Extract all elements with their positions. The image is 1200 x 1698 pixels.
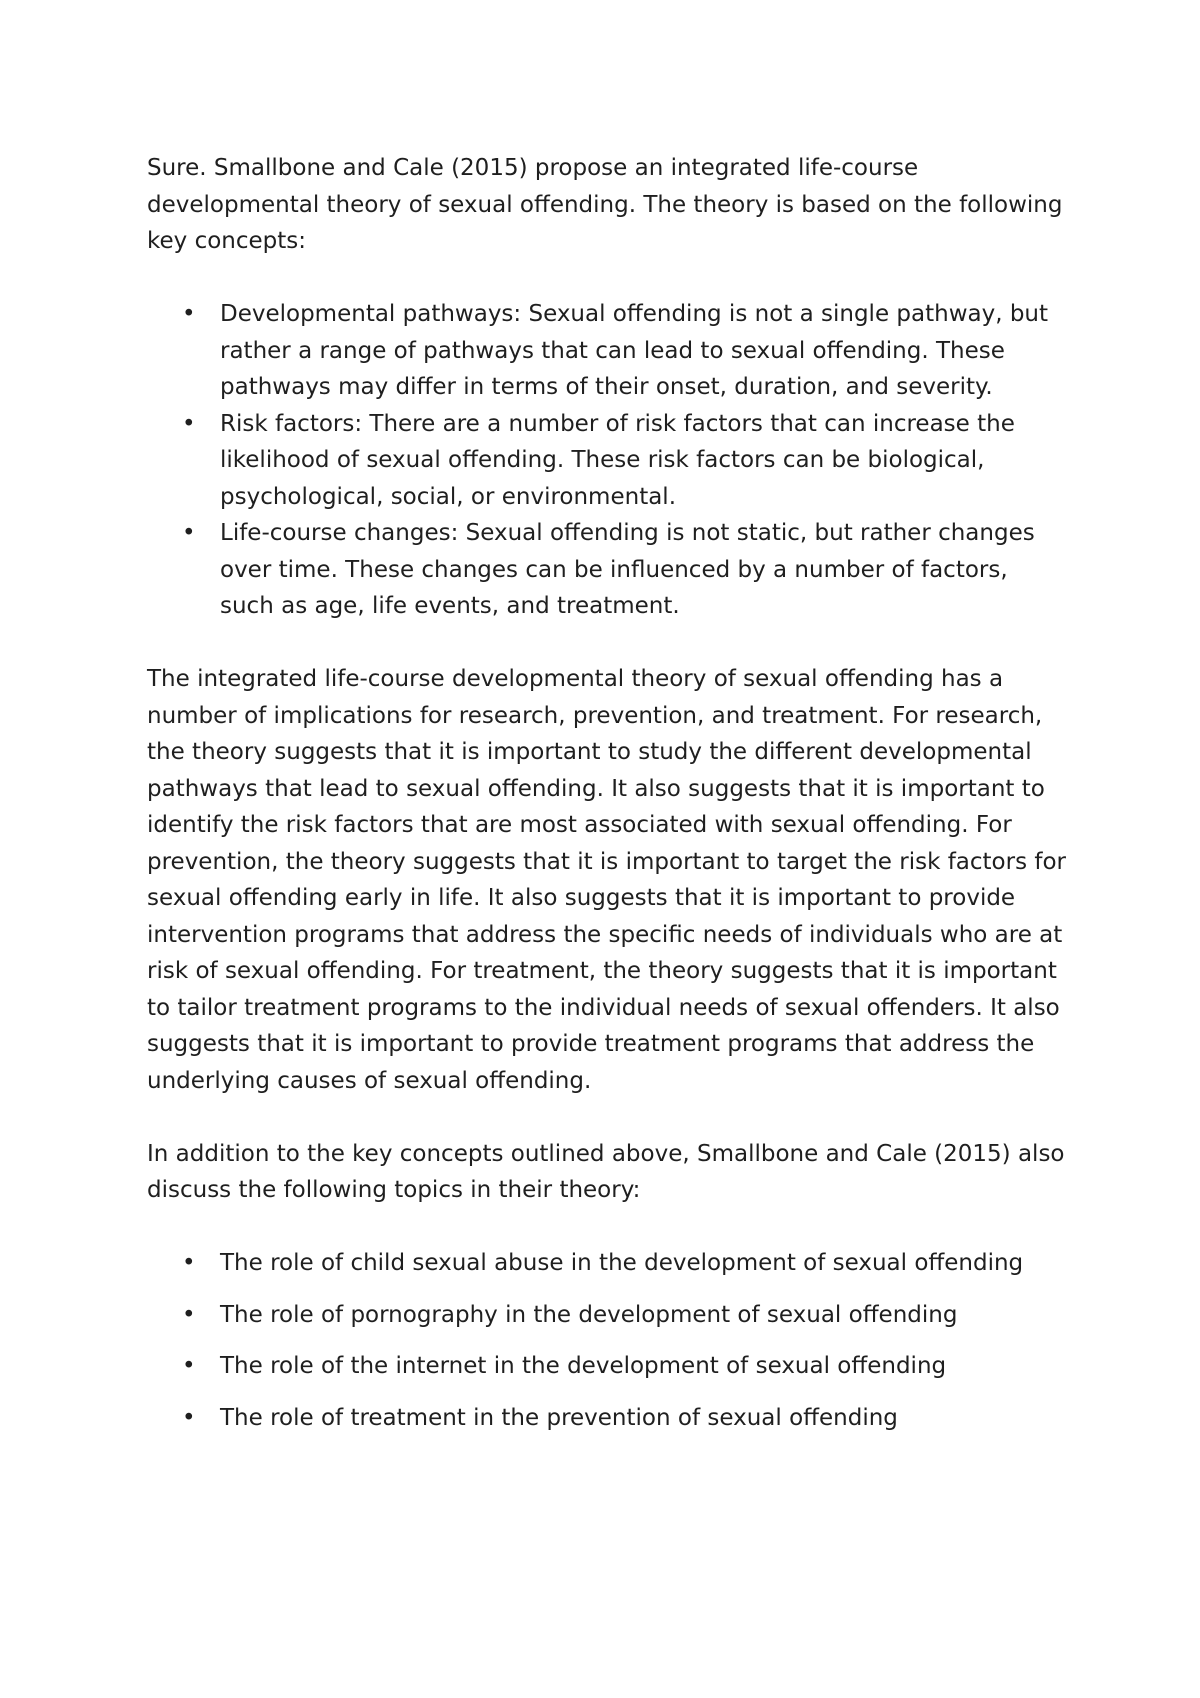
paragraph-gap bbox=[147, 625, 1067, 662]
list-item: • Risk factors: There are a number of risk factors that can increase the likelihood of sexual offending. These risk factors can be biological, psychological, social, or environmental. bbox=[147, 406, 1067, 516]
list-item: • Life-course changes: Sexual offending is not static, but rather changes over time. These changes can be influenced by a number of factors, such as age, life events, and treatment. bbox=[147, 515, 1067, 625]
list-item: • The role of pornography in the development of sexual offending bbox=[147, 1297, 1067, 1334]
paragraph-gap bbox=[147, 1209, 1067, 1246]
document-page bbox=[147, 150, 1067, 1436]
paragraph-gap bbox=[147, 260, 1067, 297]
paragraph-gap bbox=[147, 1099, 1067, 1136]
list-item: • The role of treatment in the prevention of sexual offending bbox=[147, 1400, 1067, 1437]
topics-list bbox=[147, 1245, 1067, 1436]
key-concepts-list bbox=[147, 296, 1067, 625]
list-item: • The role of child sexual abuse in the development of sexual offending bbox=[147, 1245, 1067, 1282]
list-item: • Developmental pathways: Sexual offending is not a single pathway, but rather a range of pathways that can lead to sexual offending. These pathways may differ in terms of their onset, duration, and severity. bbox=[147, 296, 1067, 406]
list-item: • The role of the internet in the development of sexual offending bbox=[147, 1348, 1067, 1385]
intro-paragraph: Sure. Smallbone and Cale (2015) propose an integrated life-course developmental theory of sexual offending. The theory is based on the following key concepts: bbox=[147, 155, 1063, 254]
implications-paragraph: The integrated life-course developmental theory of sexual offending has a number of implications for research, prevention, and treatment. For research, the theory suggests that it is important to study the different developmental pathways that lead to sexual offending. It also suggests that it is important to identify the risk factors that are most associated with sexual offending. For prevention, the theory suggests that it is important to target the risk factors for sexual offending early in life. It also suggests that it is important to provide intervention programs that address the specific needs of individuals who are at risk of sexual offending. For treatment, the theory suggests that it is important to tailor treatment programs to the individual needs of sexual offenders. It also suggests that it is important to provide treatment programs that address the underlying causes of sexual offending. bbox=[147, 666, 1067, 1094]
additional-topics-intro: In addition to the key concepts outlined above, Smallbone and Cale (2015) also discuss the following topics in their theory: bbox=[147, 1140, 1065, 1203]
